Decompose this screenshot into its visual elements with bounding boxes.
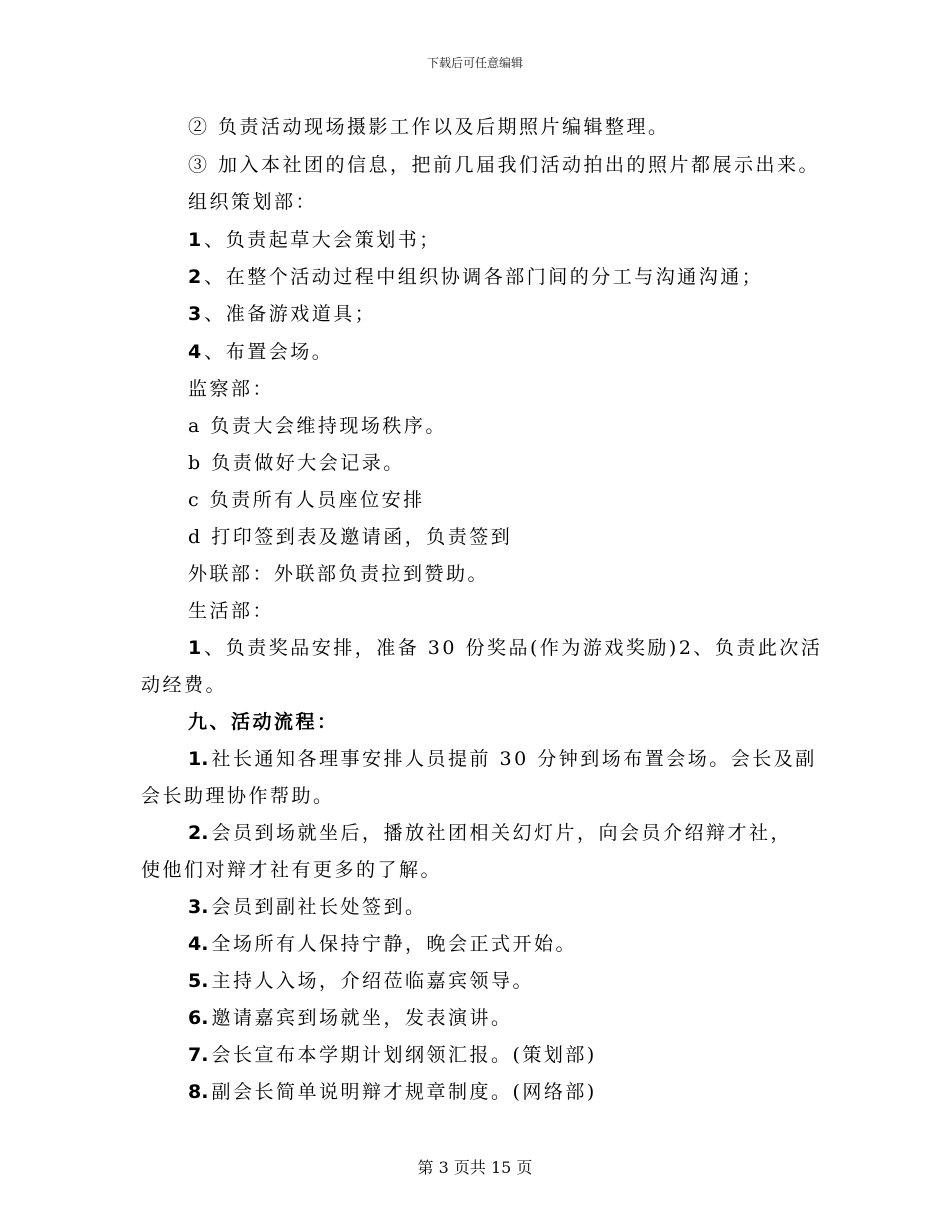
list-item (188, 414, 447, 438)
item-number: 6. (188, 1007, 209, 1029)
paragraph-line (188, 115, 670, 139)
item-number: 1 (188, 637, 202, 659)
line-text: 九、活动流程： (188, 711, 339, 733)
item-number: 5. (188, 970, 209, 992)
list-item (188, 340, 333, 364)
paragraph-line (188, 153, 820, 177)
section-heading (188, 710, 339, 734)
item-number: 4. (188, 933, 209, 955)
line-text: 生活部： (188, 600, 275, 622)
list-item (188, 1080, 597, 1104)
item-number: 3 (188, 303, 202, 325)
list-item (188, 932, 577, 956)
list-item (188, 969, 534, 993)
line-text: 会长助理协作帮助。 (141, 785, 335, 807)
item-number: 1. (188, 748, 209, 770)
paragraph-line (141, 858, 442, 882)
line-text: 监察部： (188, 378, 275, 400)
page-header: 下载后可任意编辑 (426, 56, 523, 70)
line-text: 动经费。 (141, 674, 228, 696)
line-text: 、在整个活动过程中组织协调各部门间的分工与沟通沟通； (204, 266, 764, 288)
line-text: 、布置会场。 (204, 341, 334, 363)
line-text: 会员到场就坐后，播放社团相关幻灯片，向会员介绍辩才社， (211, 822, 792, 844)
line-text: 邀请嘉宾到场就坐，发表演讲。 (211, 1007, 513, 1029)
list-item (188, 302, 376, 326)
list-item (188, 1006, 512, 1030)
item-number: 8. (188, 1081, 209, 1103)
item-number: 2 (188, 266, 202, 288)
item-number: 1 (188, 229, 202, 251)
paragraph-line (141, 673, 227, 697)
line-text: 、准备游戏道具； (204, 303, 377, 325)
line-text: 组织策划部： (188, 191, 318, 213)
list-item (188, 451, 405, 475)
section-heading (188, 190, 317, 214)
list-item (188, 895, 426, 919)
line-text: a 负责大会维持现场秩序。 (188, 415, 447, 437)
item-number: 3. (188, 896, 209, 918)
item-number: 7. (188, 1044, 209, 1066)
line-text: ③ 加入本社团的信息，把前几届我们活动拍出的照片都展示出来。 (188, 154, 821, 176)
list-item (188, 636, 822, 660)
page-footer: 第 3 页共 15 页 (417, 1158, 533, 1177)
line-text: 社长通知各理事安排人员提前 30 分钟到场布置会场。会长及副 (211, 748, 817, 770)
item-number: 4 (188, 341, 202, 363)
line-text: 全场所有人保持宁静，晚会正式开始。 (211, 933, 577, 955)
line-text: b 负责做好大会记录。 (188, 452, 405, 474)
list-item (188, 525, 512, 549)
section-heading (188, 599, 274, 623)
item-number: 2. (188, 822, 209, 844)
line-text: c 负责所有人员座位安排 (188, 489, 425, 511)
line-text: ② 负责活动现场摄影工作以及后期照片编辑整理。 (188, 116, 670, 138)
list-item (188, 821, 792, 845)
line-text: 外联部：外联部负责拉到赞助。 (188, 563, 490, 585)
paragraph-line (141, 784, 335, 808)
line-text: 、负责奖品安排，准备 30 份奖品(作为游戏奖励)2、负责此次活 (204, 637, 823, 659)
list-item (188, 265, 763, 289)
list-item (188, 1043, 597, 1067)
line-text: 会长宣布本学期计划纲领汇报。(策划部) (211, 1044, 597, 1066)
line-text: 会员到副社长处签到。 (211, 896, 427, 918)
line-text: 使他们对辩才社有更多的了解。 (141, 859, 443, 881)
line-text: 副会长简单说明辩才规章制度。(网络部) (211, 1081, 597, 1103)
line-text: 、负责起草大会策划书； (204, 229, 441, 251)
section-heading (188, 377, 274, 401)
line-text: d 打印签到表及邀请函，负责签到 (188, 526, 513, 548)
list-item (188, 488, 425, 512)
list-item (188, 228, 441, 252)
line-text: 主持人入场，介绍莅临嘉宾领导。 (211, 970, 534, 992)
list-item (188, 747, 817, 771)
paragraph-line (188, 562, 489, 586)
